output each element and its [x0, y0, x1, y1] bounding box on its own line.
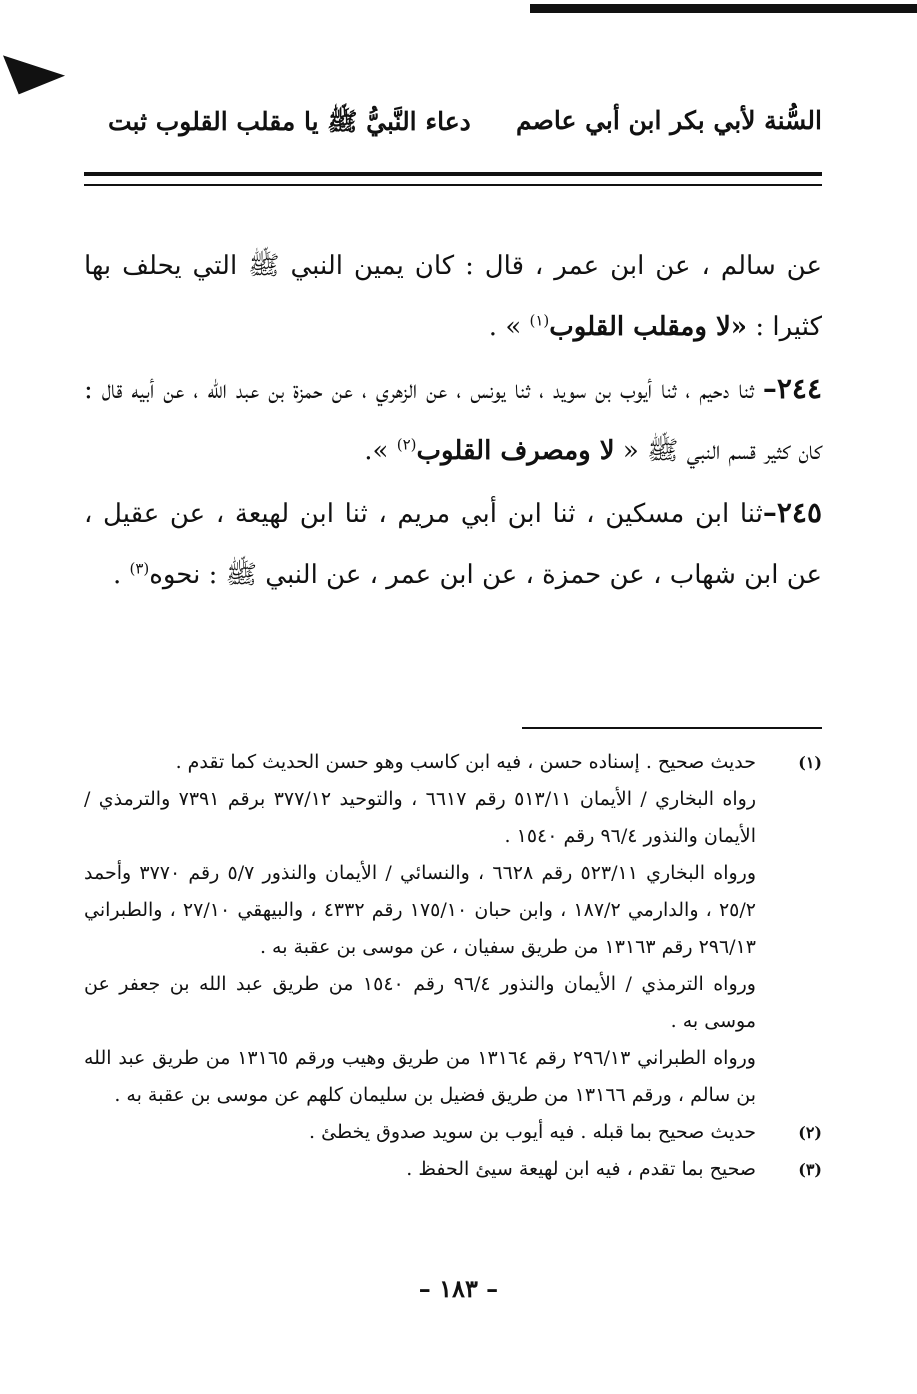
header-chapter-title: دعاء النَّبيُّ ﷺ يا مقلب القلوب ثبت: [108, 107, 471, 136]
footnote-line: ورواه البخاري ٥٢٣/١١ رقم ٦٦٢٨ ، والنسائي / الأيمان والنذور ٥/٧ رقم ٣٧٧٠ وأحمد ٢٥/٢ ، والدارمي ١٨٧/٢ ، وابن حبان ١٧٥/١٠ رقم ٤٣٣٢ ، والبيهقي ٢٧/١٠ ، والطبراني ٢٩٦/١٣ رقم ١٣١٦٣ من طريق سفيان ، عن موسى بن عقبة به .: [84, 862, 757, 958]
footnote-line: ورواه الترمذي / الأيمان والنذور ٩٦/٤ رقم ١٥٤٠ من طريق عبد الله بن جعفر عن موسى به .: [84, 973, 756, 1032]
footnote-number: (٢): [798, 1123, 822, 1142]
hadith-number-244: ٢٤٤–: [762, 372, 822, 405]
hadith-245: [84, 482, 822, 606]
hadith-245-end: .: [112, 560, 130, 590]
header-book-title: السُّنة لأبي بكر ابن أبي عاصم: [515, 106, 822, 135]
footnote-number: (١): [798, 753, 822, 772]
intro-end: » .: [488, 312, 530, 342]
footnotes: [84, 744, 822, 1188]
hadith-244-quote: لا ومصرف القلوب: [416, 436, 615, 466]
hadith-244-text: ثنا دحيم ، ثنا أيوب بن سويد ، ثنا يونس ، عن الزهري ، عن حمزة بن عبد الله ، عن أبيه قال : كان كثير قسم النبي ﷺ «: [84, 375, 822, 466]
footnote-ref-1[interactable]: (١): [529, 311, 550, 330]
footnote-line: صحيح بما تقدم ، فيه ابن لهيعة سيئ الحفظ .: [406, 1158, 756, 1180]
header-rule-thin: [84, 184, 822, 186]
footnote-ref-2[interactable]: (٢): [396, 435, 417, 454]
footnote-line: حديث صحيح بما قبله . فيه أيوب بن سويد صدوق يخطئ .: [309, 1121, 756, 1143]
footnote-rule: [522, 727, 822, 729]
footnote-line: رواه البخاري / الأيمان ٥١٣/١١ رقم ٦٦١٧ ، والتوحيد ٣٧٧/١٢ برقم ٧٣٩١ والترمذي / الأيمان والنذور ٩٦/٤ رقم ١٥٤٠ .: [84, 788, 756, 847]
hadith-245-text: ثنا ابن مسكين ، ثنا ابن أبي مريم ، ثنا ابن لهيعة ، عن عقيل ، عن ابن شهاب ، عن حمزة ، عن ابن عمر ، عن النبي ﷺ : نحوه: [84, 499, 822, 590]
footnote-number: (٣): [798, 1160, 822, 1179]
footnote-2: [84, 1114, 822, 1151]
header-rule-thick: [84, 172, 822, 176]
hadith-number-245: ٢٤٥–: [762, 496, 822, 529]
running-header: [84, 100, 822, 148]
footnote-line: ورواه الطبراني ٢٩٦/١٣ رقم ١٣١٦٤ من طريق وهيب ورقم ١٣١٦٥ من طريق عبد الله بن سالم ، ورقم ١٣١٦٦ من طريق فضيل بن سليمان كلهم عن موسى بن عقبة به .: [84, 1047, 756, 1106]
scan-edge-line: [530, 4, 917, 13]
footnote-3: [84, 1151, 822, 1188]
footnote-1: [84, 744, 822, 1114]
hadith-244: [84, 358, 822, 482]
hadith-244-end: ».: [364, 436, 397, 466]
main-text: [84, 236, 822, 606]
page-number: – ١٨٣ –: [418, 1274, 499, 1303]
paragraph-intro: [84, 236, 822, 358]
scan-corner-shadow: [0, 29, 65, 94]
footnote-ref-3[interactable]: (٣): [129, 559, 150, 578]
intro-quote: «لا ومقلب القلوب: [549, 312, 748, 342]
intro-text: عن سالم ، عن ابن عمر ، قال : كان يمين النبي ﷺ التي يحلف بها كثيرا :: [84, 251, 822, 342]
footnote-line: حديث صحيح . إسناده حسن ، فيه ابن كاسب وهو حسن الحديث كما تقدم .: [175, 751, 756, 773]
